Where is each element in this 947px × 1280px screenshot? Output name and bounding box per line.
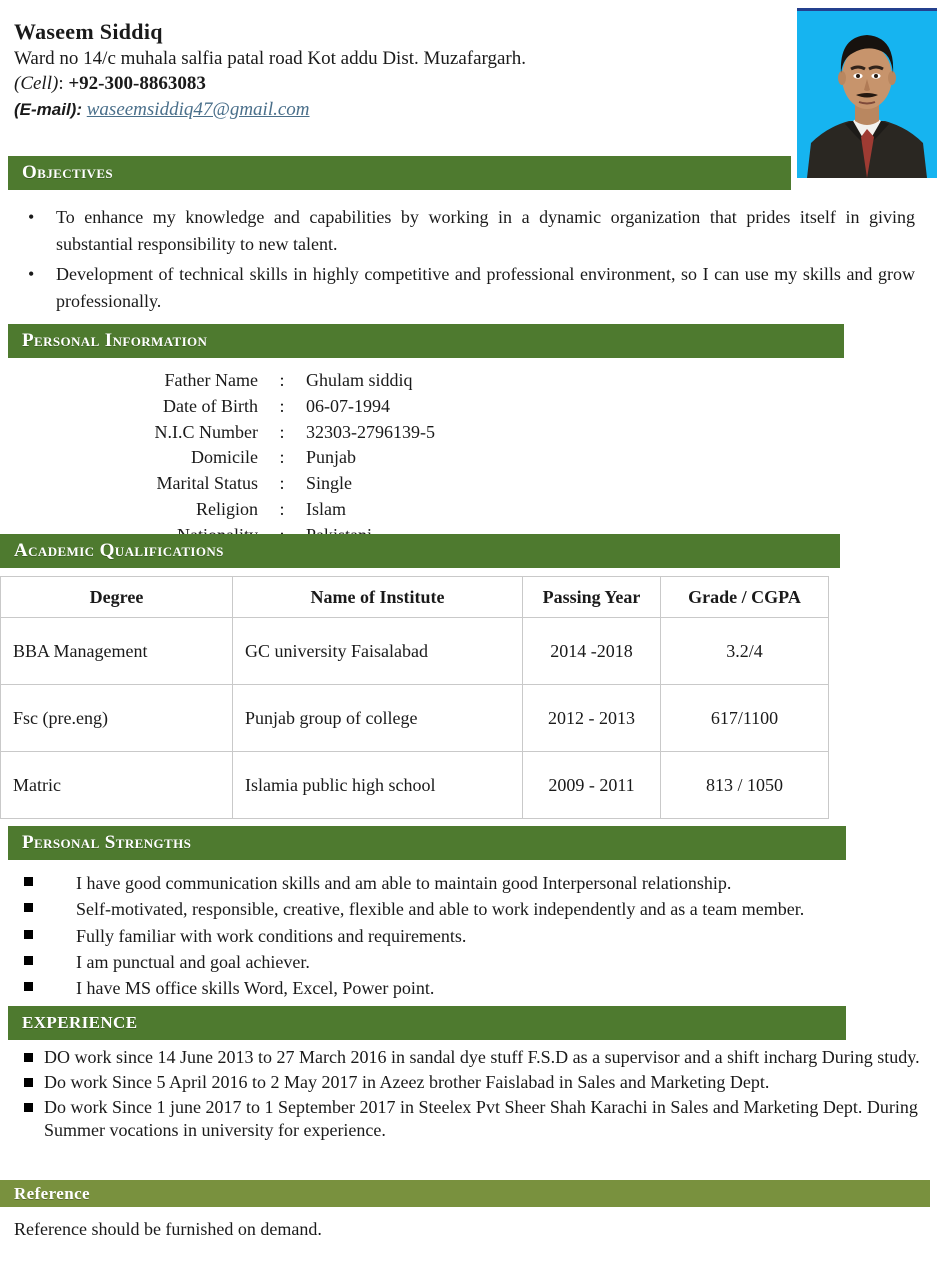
personal-strengths-list — [8, 860, 938, 1001]
column-header-institute: Name of Institute — [233, 577, 523, 618]
cell-degree: Fsc (pre.eng) — [1, 685, 233, 752]
list-item — [22, 1071, 942, 1095]
cell-passing-year: 2012 - 2013 — [523, 685, 661, 752]
personal-information-table — [8, 368, 435, 548]
field-value: Single — [306, 473, 353, 493]
table-row — [1, 618, 829, 685]
strength-text: I have good communication skills and am able to maintain good Interpersonal relationship. — [76, 873, 732, 893]
list-item — [24, 923, 938, 949]
column-header-grade: Grade / CGPA — [661, 577, 829, 618]
list-item — [22, 1096, 942, 1144]
field-label: Date of Birth — [163, 395, 258, 416]
cell-grade: 617/1100 — [661, 685, 829, 752]
field-value: 32303-2796139-5 — [306, 421, 435, 442]
list-item — [22, 1046, 942, 1070]
field-label: Father Name — [164, 370, 258, 390]
section-title-academic-qualifications: Academic Qualifications — [14, 540, 224, 561]
section-header-personal-information — [8, 324, 844, 358]
field-value: 06-07-1994 — [306, 395, 390, 416]
field-label: Religion — [196, 498, 258, 519]
field-separator: : — [279, 395, 285, 416]
table-row — [8, 368, 435, 394]
cell-passing-year: 2014 -2018 — [523, 618, 661, 685]
cell-degree: Matric — [1, 752, 233, 819]
candidate-address: Ward no 14/c muhala salfia patal road Kot addu Dist. Muzafargarh. — [14, 47, 527, 69]
section-academic-qualifications — [0, 534, 840, 819]
bullet-dot-icon: • — [28, 264, 35, 284]
cell-institute: Punjab group of college — [233, 685, 523, 752]
candidate-photo — [797, 8, 937, 178]
field-value: Ghulam siddiq — [306, 370, 413, 390]
table-row — [1, 752, 829, 819]
section-personal-strengths — [8, 826, 938, 1001]
email-link[interactable]: waseemsiddiq47@gmail.com — [86, 98, 310, 120]
section-header-objectives — [8, 156, 791, 190]
bullet-square-icon — [24, 903, 33, 912]
email-label: (E-mail): — [14, 99, 82, 119]
cell-institute: Islamia public high school — [233, 752, 523, 819]
table-row — [8, 497, 435, 523]
field-label: Marital Status — [156, 473, 258, 493]
section-personal-information — [8, 324, 844, 548]
section-experience — [8, 1006, 942, 1144]
list-item — [28, 204, 923, 258]
cell-grade: 813 / 1050 — [661, 752, 829, 819]
list-item — [28, 261, 923, 315]
section-objectives — [8, 156, 791, 190]
candidate-name: Waseem Siddiq — [14, 19, 163, 44]
list-item — [24, 896, 938, 922]
bullet-square-icon — [24, 877, 33, 886]
list-item — [24, 975, 938, 1001]
section-title-personal-information: Personal Information — [22, 330, 208, 351]
table-row — [8, 420, 435, 446]
field-value: Punjab — [306, 447, 357, 468]
section-title-objectives: Objectives — [22, 162, 114, 183]
cell-passing-year: 2009 - 2011 — [523, 752, 661, 819]
section-header-academic-qualifications — [0, 534, 840, 568]
table-row — [8, 471, 435, 497]
bullet-square-icon — [24, 1053, 33, 1062]
cell-institute: GC university Faisalabad — [233, 618, 523, 685]
section-header-personal-strengths — [8, 826, 846, 860]
field-separator: : — [279, 447, 285, 468]
field-value: Islam — [306, 498, 346, 519]
field-label: N.I.C Number — [154, 421, 258, 442]
section-title-reference: Reference — [14, 1183, 90, 1203]
objectives-list — [0, 190, 935, 318]
experience-text: DO work since 14 June 2013 to 27 March 2016 in sandal dye stuff F.S.D as a supervisor and a shift incharg During study. — [44, 1047, 920, 1067]
bullet-square-icon — [24, 956, 33, 965]
field-separator: : — [279, 370, 285, 390]
field-separator: : — [279, 421, 285, 442]
table-row — [1, 685, 829, 752]
bullet-square-icon — [24, 930, 33, 939]
photo-illustration — [797, 11, 937, 178]
cell-degree: BBA Management — [1, 618, 233, 685]
column-header-degree: Degree — [1, 577, 233, 618]
objective-text: To enhance my knowledge and capabilities by working in a dynamic organization that prides itself in giving substantial responsibility to new talent. — [56, 207, 915, 254]
phone-number: +92-300-8863083 — [68, 73, 206, 95]
cell-label: (Cell) — [14, 73, 59, 95]
cell-separator: : — [58, 73, 64, 95]
bullet-square-icon — [24, 1103, 33, 1112]
experience-text: Do work Since 1 june 2017 to 1 September 2017 in Steelex Pvt Sheer Shah Karachi in Sales and Marketing Dept. During Summer vocations in university for experience. — [44, 1096, 918, 1141]
reference-text: Reference should be furnished on demand. — [14, 1219, 322, 1239]
field-separator: : — [279, 473, 285, 493]
section-reference — [0, 1180, 930, 1240]
table-row — [8, 394, 435, 420]
section-header-reference — [0, 1180, 930, 1207]
experience-list — [8, 1040, 942, 1143]
bullet-square-icon — [24, 982, 33, 991]
section-header-experience — [8, 1006, 846, 1040]
table-row — [8, 445, 435, 471]
strength-text: I have MS office skills Word, Excel, Power point. — [76, 978, 435, 999]
table-header-row — [1, 577, 829, 618]
experience-text: Do work Since 5 April 2016 to 2 May 2017 in Azeez brother Faislabad in Sales and Marketing Dept. — [44, 1071, 770, 1092]
list-item — [24, 949, 938, 975]
strength-text: Fully familiar with work conditions and requirements. — [76, 925, 467, 946]
field-label: Domicile — [191, 447, 258, 468]
academic-qualifications-table — [0, 576, 829, 819]
column-header-passing-year: Passing Year — [523, 577, 661, 618]
strength-text: Self-motivated, responsible, creative, flexible and able to work independently and as a team member. — [76, 899, 805, 920]
section-title-personal-strengths: Personal Strengths — [22, 832, 192, 853]
strength-text: I am punctual and goal achiever. — [76, 951, 310, 972]
bullet-square-icon — [24, 1078, 33, 1087]
section-title-experience: EXPERIENCE — [22, 1013, 138, 1032]
objective-text: Development of technical skills in highly competitive and professional environment, so I can use my skills and grow professionally. — [56, 264, 915, 311]
bullet-dot-icon: • — [28, 207, 35, 227]
list-item — [24, 870, 938, 896]
cell-grade: 3.2/4 — [661, 618, 829, 685]
field-separator: : — [279, 498, 285, 519]
